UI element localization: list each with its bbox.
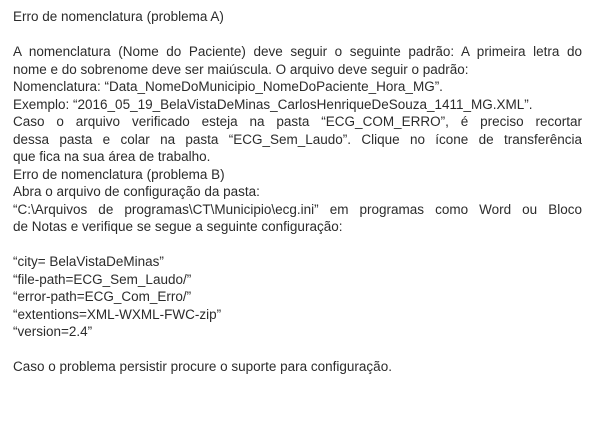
paragraph-line: Abra o arquivo de configuração da pasta: (13, 184, 260, 199)
config-entry-city: “city= BelaVistaDeMinas” (13, 254, 164, 269)
paragraph-line: nome e do sobrenome deve ser maiúscula. O arquivo deve seguir o padrão: (13, 61, 469, 77)
config-path-line: “C:\Arquivos de programas\CT\Municipio\ecg.ini” em programas como Word ou Bloco (13, 201, 582, 217)
paragraph-line: dessa pasta e colar na pasta “ECG_Sem_Laudo”. Clique no ícone de transferência (13, 131, 582, 147)
paragraph-line: Caso o arquivo verificado esteja na pasta “ECG_COM_ERRO”, é preciso recortar (13, 114, 582, 129)
paragraph-line: que fica na sua área de trabalho. (13, 149, 211, 164)
heading-problem-b: Erro de nomenclatura (problema B) (13, 166, 225, 182)
example-line: Exemplo: “2016_05_19_BelaVistaDeMinas_CarlosHenriqueDeSouza_1411_MG.XML”. (13, 96, 533, 112)
config-entry-file-path: “file-path=ECG_Sem_Laudo/” (13, 271, 192, 287)
paragraph-line: de Notas e verifique se segue a seguinte configuração: (13, 219, 343, 234)
config-entry-extentions: “extentions=XML-WXML-FWC-zip” (13, 306, 222, 322)
heading-problem-a: Erro de nomenclatura (problema A) (13, 9, 224, 24)
blank-line (13, 341, 582, 359)
paragraph-line: A nomenclatura (Nome do Paciente) deve seguir o seguinte padrão: A primeira letra do (13, 44, 582, 59)
naming-pattern-line: Nomenclatura: “Data_NomeDoMunicipio_NomeDoPaciente_Hora_MG”. (13, 79, 443, 94)
support-note: Caso o problema persistir procure o suporte para configuração. (13, 359, 392, 374)
config-entry-error-path: “error-path=ECG_Com_Erro/” (13, 289, 192, 304)
config-entry-version: “version=2.4” (13, 324, 93, 339)
blank-line (13, 236, 582, 254)
blank-line (13, 26, 582, 44)
